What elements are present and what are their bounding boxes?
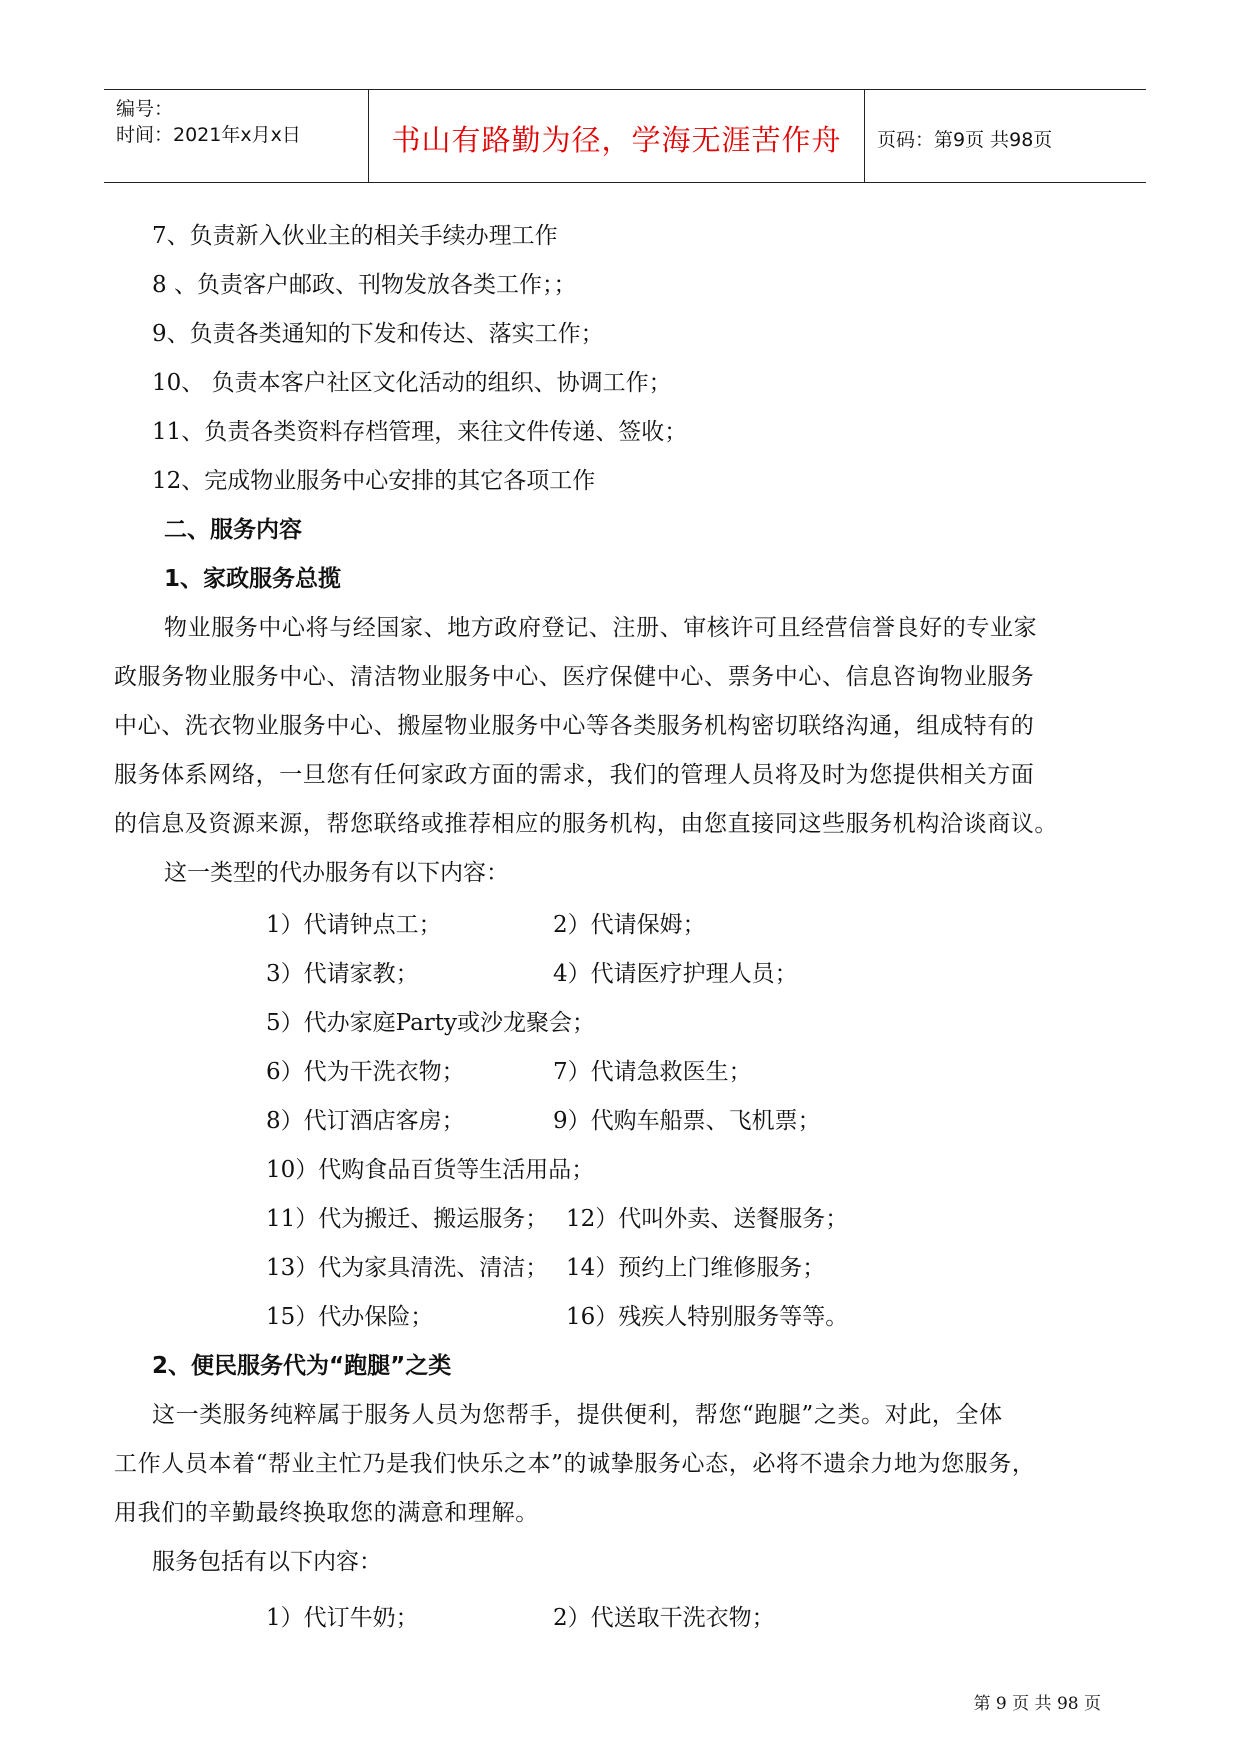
paragraph-line: 的信息及资源来源，帮您联络或推荐相应的服务机构，由您直接同这些服务机构洽谈商议。	[114, 811, 1058, 837]
list-item: 9）代购车船票、飞机票；	[553, 1108, 821, 1134]
header-motto-cell	[369, 90, 865, 182]
list-item: 12）代叫外卖、送餐服务；	[566, 1206, 849, 1232]
duty-item: 10、 负责本客户社区文化活动的组织、协调工作；	[152, 370, 672, 396]
section-title: 二、服务内容	[164, 517, 302, 543]
list-intro: 这一类型的代办服务有以下内容：	[164, 860, 509, 886]
list-item: 8）代订酒店客房；	[266, 1108, 465, 1134]
duty-item: 12、完成物业服务中心安排的其它各项工作	[152, 468, 596, 494]
subsection-title: 2、便民服务代为“跑腿”之类	[152, 1353, 452, 1379]
subsection-title: 1、家政服务总揽	[164, 566, 342, 592]
duty-item: 11、负责各类资料存档管理，来往文件传递、签收；	[152, 419, 688, 445]
paragraph-line: 中心、洗衣物业服务中心、搬屋物业服务中心等各类服务机构密切联络沟通，组成特有的	[114, 713, 1035, 739]
paragraph-line: 用我们的辛勤最终换取您的满意和理解。	[114, 1500, 539, 1526]
list-item: 5）代办家庭Party或沙龙聚会；	[266, 1010, 596, 1036]
list-item: 10）代购食品百货等生活用品；	[266, 1157, 595, 1183]
paragraph-line: 这一类服务纯粹属于服务人员为您帮手，提供便利，帮您“跑腿”之类。对此，全体	[152, 1402, 1003, 1428]
list-intro: 服务包括有以下内容：	[152, 1549, 382, 1575]
list-item: 16）残疾人特别服务等等。	[566, 1304, 849, 1330]
list-item: 4）代请医疗护理人员；	[553, 961, 798, 987]
duty-item: 7、负责新入伙业主的相关手续办理工作	[152, 223, 558, 249]
list-item: 3）代请家教；	[266, 961, 419, 987]
list-item: 15）代办保险；	[266, 1304, 434, 1330]
paragraph-line: 服务体系网络，一旦您有任何家政方面的需求，我们的管理人员将及时为您提供相关方面	[114, 762, 1035, 788]
header-page-cell	[865, 90, 1146, 182]
page-footer: 第 9 页 共 98 页	[973, 1694, 1101, 1714]
list-item: 2）代请保姆；	[553, 912, 706, 938]
number-label: 编号：	[116, 98, 174, 120]
list-item: 14）预约上门维修服务；	[566, 1255, 826, 1281]
list-item: 1）代请钟点工；	[266, 912, 442, 938]
page-header	[104, 89, 1146, 183]
paragraph-line: 政服务物业服务中心、清洁物业服务中心、医疗保健中心、票务中心、信息咨询物业服务	[114, 664, 1035, 690]
header-meta	[104, 90, 369, 182]
list-item: 6）代为干洗衣物；	[266, 1059, 465, 1085]
paragraph-line: 物业服务中心将与经国家、地方政府登记、注册、审核许可且经营信誉良好的专业家	[164, 615, 1038, 641]
list-item: 11）代为搬迁、搬运服务；	[266, 1206, 549, 1232]
list-item: 13）代为家具清洗、清洁；	[266, 1255, 549, 1281]
paragraph-line: 工作人员本着“帮业主忙乃是我们快乐之本”的诚挚服务心态，必将不遗余力地为您服务，	[114, 1451, 1036, 1477]
list-item: 1）代订牛奶；	[266, 1605, 419, 1631]
page-code: 页码：第9页 共98页	[877, 129, 1053, 151]
list-item: 2）代送取干洗衣物；	[553, 1605, 775, 1631]
list-item: 7）代请急救医生；	[553, 1059, 752, 1085]
duty-item: 8 、负责客户邮政、刊物发放各类工作；；	[152, 272, 577, 298]
motto: 书山有路勤为径，学海无涯苦作舟	[391, 123, 842, 157]
duty-item: 9、负责各类通知的下发和传达、落实工作；	[152, 321, 604, 347]
time-label: 时间：2021年x月x日	[116, 124, 301, 146]
